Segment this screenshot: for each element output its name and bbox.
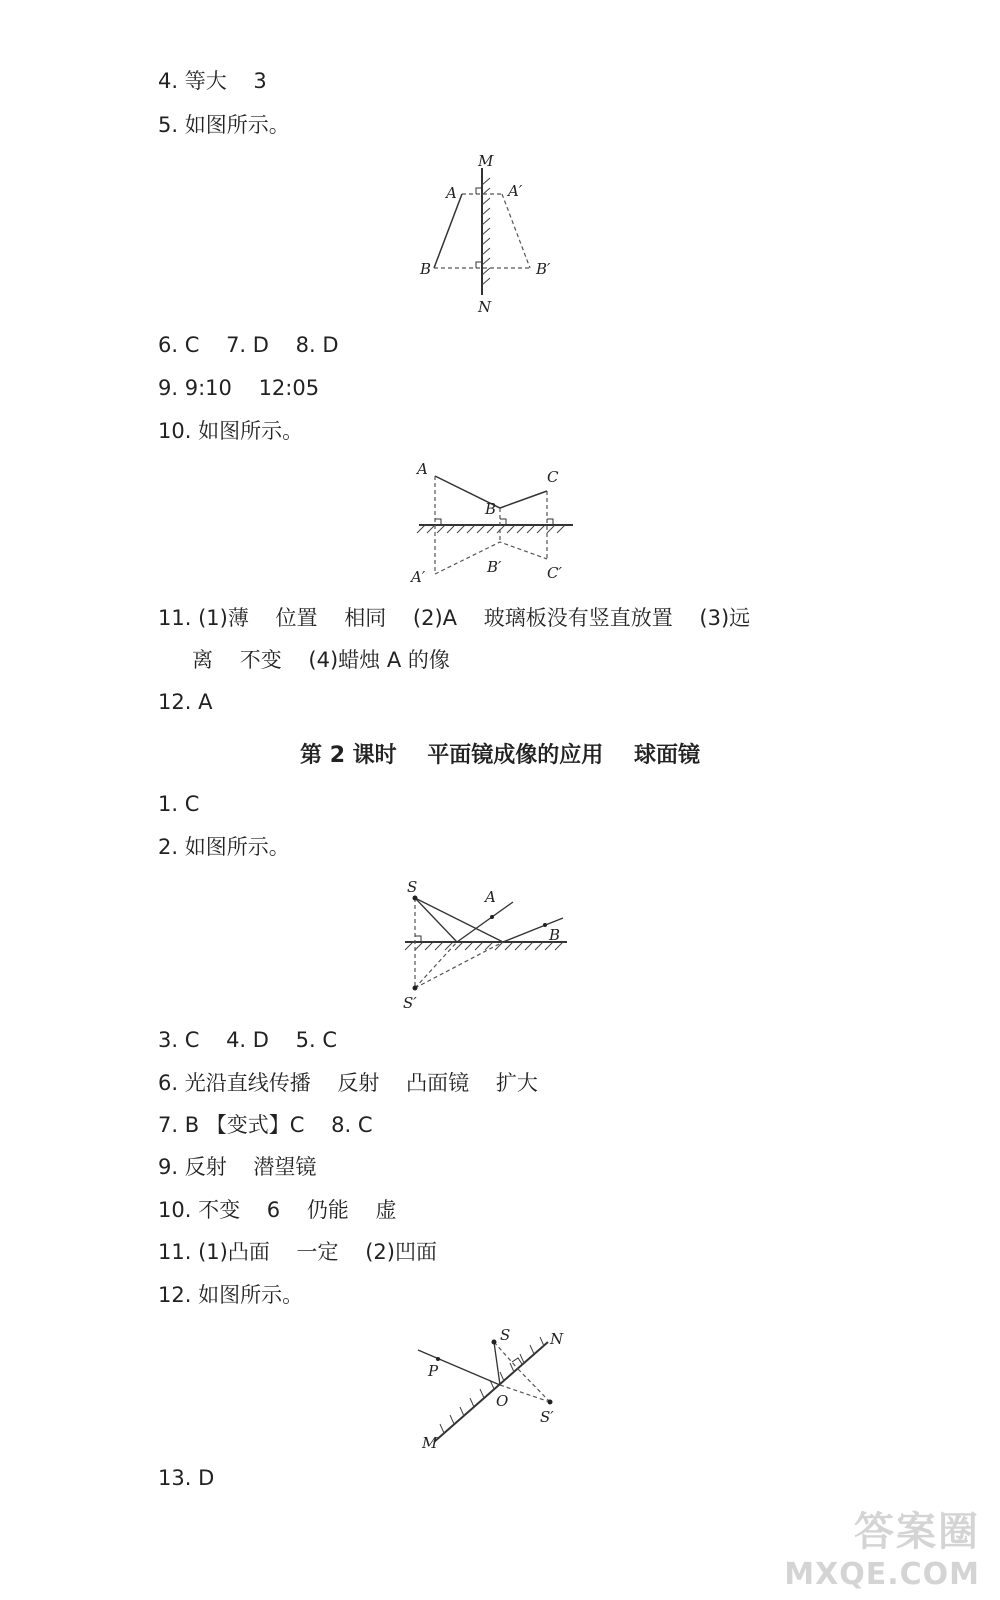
fig3-label-a: A — [485, 888, 496, 906]
fig3-label-b: B — [549, 926, 561, 944]
answer-6-8: 6. C 7. D 8. D — [158, 333, 339, 357]
section2-answer-1: 1. C — [158, 792, 200, 816]
fig1-label-b: B — [420, 260, 432, 278]
fig4-label-m: M — [422, 1434, 438, 1452]
answer-5: 5. 如图所示。 — [158, 113, 290, 137]
fig4-label-o: O — [496, 1392, 509, 1410]
section2-answer-2: 2. 如图所示。 — [158, 835, 290, 859]
watermark — [784, 1500, 980, 1592]
answer-11-line2: 离 不变 (4)蜡烛 A 的像 — [192, 648, 450, 672]
section2-answer-3-5: 3. C 4. D 5. C — [158, 1028, 338, 1052]
section2-answer-6: 6. 光沿直线传播 反射 凸面镜 扩大 — [158, 1071, 538, 1095]
section2-answer-7-8: 7. B 【变式】C 8. C — [158, 1113, 373, 1137]
fig4-label-n: N — [550, 1330, 564, 1348]
fig2-label-a: A — [417, 460, 428, 478]
fig1-label-b-prime: B′ — [536, 260, 551, 278]
fig1-label-a: A — [446, 184, 457, 202]
fig2-label-a-prime: A′ — [411, 568, 426, 586]
watermark-top: 答案圈 — [854, 1509, 980, 1555]
fig2-label-b: B — [485, 500, 497, 518]
watermark-bottom: MXQE.COM — [784, 1557, 980, 1592]
fig1-label-n: N — [478, 298, 492, 316]
answer-4: 4. 等大 3 — [158, 69, 267, 93]
figure-mirror-abc — [405, 458, 605, 593]
fig4-label-s: S — [500, 1326, 511, 1344]
fig1-label-m: M — [478, 152, 494, 170]
answer-9: 9. 9:10 12:05 — [158, 376, 320, 400]
section2-answer-12: 12. 如图所示。 — [158, 1283, 304, 1307]
section2-answer-10: 10. 不变 6 仍能 虚 — [158, 1198, 397, 1222]
fig2-label-b-prime: B′ — [487, 558, 502, 576]
fig1-label-a-prime: A′ — [508, 182, 523, 200]
section2-answer-11: 11. (1)凸面 一定 (2)凹面 — [158, 1240, 437, 1264]
fig3-label-s-prime: S′ — [403, 994, 417, 1012]
answer-12: 12. A — [158, 690, 213, 714]
section2-answer-13: 13. D — [158, 1466, 215, 1490]
figure-reflection-s-ab — [395, 872, 585, 1017]
section-title: 第 2 课时 平面镜成像的应用 球面镜 — [300, 743, 700, 768]
fig4-label-p: P — [428, 1362, 439, 1380]
fig3-label-s: S — [407, 878, 418, 896]
answer-11-line1: 11. (1)薄 位置 相同 (2)A 玻璃板没有竖直放置 (3)远 — [158, 606, 751, 630]
fig2-label-c: C — [547, 468, 559, 486]
section2-answer-9: 9. 反射 潜望镜 — [158, 1155, 317, 1179]
answer-10: 10. 如图所示。 — [158, 419, 304, 443]
figure-inclined-mirror — [410, 1322, 580, 1457]
figure-plane-mirror-ab — [400, 150, 580, 320]
fig4-label-s-prime: S′ — [540, 1408, 554, 1426]
fig2-label-c-prime: C′ — [547, 564, 562, 582]
